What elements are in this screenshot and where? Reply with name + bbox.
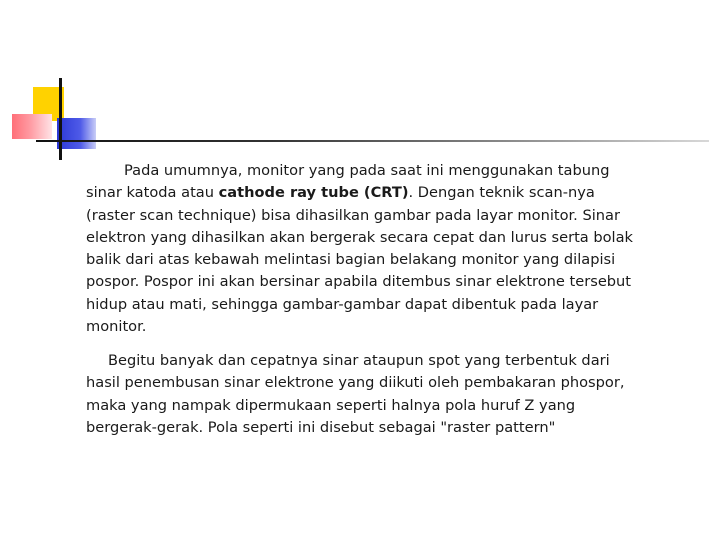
text-line: Begitu banyak dan cepatnya sinar ataupun spot yang terbentuk dari	[108, 352, 610, 369]
text-line: elektron yang dihasilkan akan bergerak secara cepat dan lurus serta bolak	[86, 228, 634, 246]
text-segment: sinar katoda atau	[86, 184, 219, 202]
text-line: hasil penembusan sinar elektrone yang diikuti oleh pembakaran phospor,	[86, 374, 625, 392]
red-square-decoration	[12, 114, 52, 139]
text-line: maka yang nampak dipermukaan seperti halnya pola huruf Z yang	[86, 396, 576, 414]
paragraph-crt-intro	[86, 160, 686, 338]
text-segment: . Dengan teknik scan-nya	[408, 184, 595, 202]
title-underline-rule	[36, 140, 709, 142]
text-line: (raster scan technique) bisa dihasilkan gambar pada layar monitor. Sinar	[86, 206, 620, 224]
paragraph-raster-pattern	[86, 350, 686, 439]
text-line: monitor.	[86, 318, 147, 336]
text-line	[86, 182, 686, 204]
text-line: Pada umumnya, monitor yang pada saat ini menggunakan tabung	[124, 162, 610, 179]
blue-square-decoration	[57, 118, 96, 149]
text-line: bergerak-gerak. Pola seperti ini disebut sebagai "raster pattern"	[86, 418, 556, 436]
bold-term-crt: cathode ray tube (CRT)	[218, 184, 409, 202]
vertical-rule	[59, 78, 62, 160]
text-line: pospor. Pospor ini akan bersinar apabila ditembus sinar elektrone tersebut	[86, 273, 632, 291]
text-line: hidup atau mati, sehingga gambar-gambar dapat dibentuk pada layar	[86, 295, 599, 313]
text-line: balik dari atas kebawah melintasi bagian belakang monitor yang dilapisi	[86, 251, 616, 269]
